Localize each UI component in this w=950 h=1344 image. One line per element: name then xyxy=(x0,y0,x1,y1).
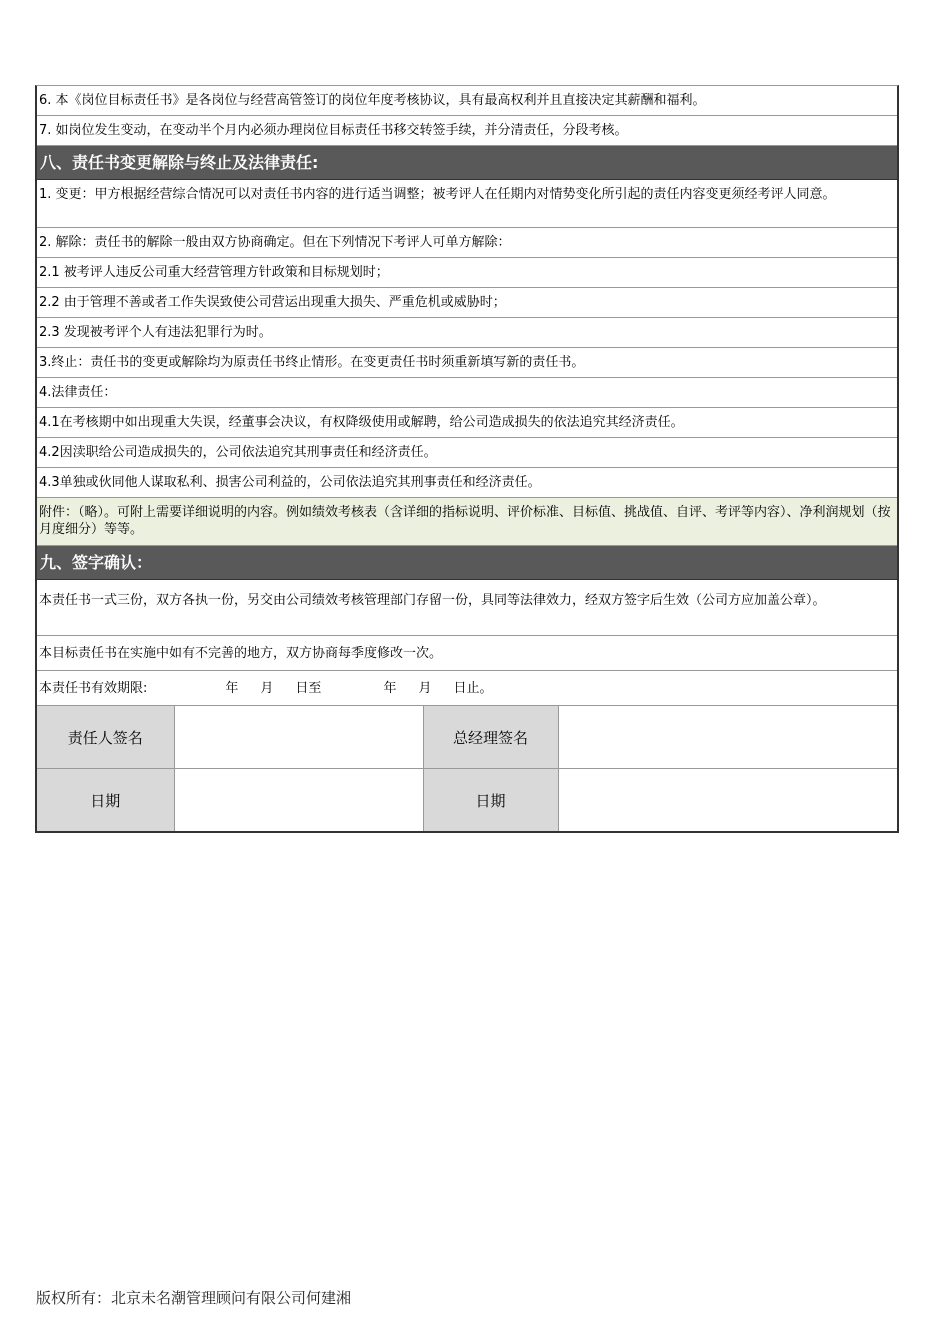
list-item: 4.1在考核期中如出现重大失误，经董事会决议，有权降级使用或解聘，给公司造成损失的依法追究其经济责任。 xyxy=(39,415,684,430)
list-item: 2.2 由于管理不善或者工作失误致使公司营运出现重大损失、严重危机或威胁时； xyxy=(39,295,506,310)
copies-clause xyxy=(37,580,897,636)
clause-legal xyxy=(37,378,897,408)
clause-4-2 xyxy=(37,438,897,468)
clause-7-text: 7. 如岗位发生变动，在变动半个月内必须办理岗位目标责任书移交转签手续，并分清责任，分段考核。 xyxy=(39,123,628,138)
validity-month-start: 月 xyxy=(260,680,274,696)
signature-table xyxy=(37,706,897,831)
date-field-left[interactable] xyxy=(174,769,423,832)
clause-6 xyxy=(37,86,897,116)
clause-4-1 xyxy=(37,408,897,438)
date-label-left: 日期 xyxy=(37,769,174,832)
clause-7 xyxy=(37,116,897,146)
section-9-header xyxy=(37,546,897,580)
revise-text: 本目标责任书在实施中如有不完善的地方，双方协商每季度修改一次。 xyxy=(39,645,443,661)
clause-4-3 xyxy=(37,468,897,498)
section-8-title: 八、责任书变更解除与终止及法律责任: xyxy=(40,153,319,172)
responsible-person-sign-field[interactable] xyxy=(174,706,423,769)
validity-month-end: 月 xyxy=(418,680,432,696)
validity-year-end: 年 xyxy=(383,680,397,696)
general-manager-sign-field[interactable] xyxy=(558,706,897,769)
table-row xyxy=(37,706,897,769)
revise-clause xyxy=(37,636,897,671)
attachment-text: 附件：（略）。可附上需要详细说明的内容。例如绩效考核表（含详细的指标说明、评价标准、目标值、挑战值、自评、考评等内容）、净利润规划（按月度细分）等等。 xyxy=(39,505,891,537)
list-item: 4.2因渎职给公司造成损失的，公司依法追究其刑事责任和经济责任。 xyxy=(39,445,437,460)
date-label-right: 日期 xyxy=(423,769,558,832)
validity-label: 本责任书有效期限: xyxy=(39,680,148,696)
copies-text: 本责任书一式三份，双方各执一份，另交由公司绩效考核管理部门存留一份，具同等法律效力，经双方签字后生效（公司方应加盖公章）。 xyxy=(39,593,826,608)
clause-terminate xyxy=(37,348,897,378)
section-8-header xyxy=(37,146,897,180)
list-item: 2. 解除：责任书的解除一般由双方协商确定。但在下列情况下考评人可单方解除： xyxy=(39,235,511,250)
date-field-right[interactable] xyxy=(558,769,897,832)
copyright-footer: 版权所有：北京未名潮管理顾问有限公司何建湘 xyxy=(36,1289,352,1307)
clause-change xyxy=(37,180,897,228)
list-item: 4.3单独或伙同他人谋取私利、损害公司利益的，公司依法追究其刑事责任和经济责任。 xyxy=(39,475,541,490)
general-manager-sign-label: 总经理签名 xyxy=(423,706,558,769)
section-9-title: 九、签字确认： xyxy=(40,553,153,572)
list-item: 2.1 被考评人违反公司重大经营管理方针政策和目标规划时； xyxy=(39,265,389,280)
table-row xyxy=(37,769,897,832)
validity-day-end: 日止。 xyxy=(453,680,493,696)
clause-2-2 xyxy=(37,288,897,318)
clause-6-text: 6. 本《岗位目标责任书》是各岗位与经营高管签订的岗位年度考核协议，具有最高权利并且直接决定其薪酬和福利。 xyxy=(39,93,706,108)
validity-period xyxy=(37,671,897,706)
clause-dissolve xyxy=(37,228,897,258)
responsibility-document xyxy=(35,85,899,833)
clause-change-text: 1. 变更：甲方根据经营综合情况可以对责任书内容的进行适当调整；被考评人在任期内对情势变化所引起的责任内容变更须经考评人同意。 xyxy=(39,187,836,202)
validity-day-start: 日至 xyxy=(295,680,322,696)
responsible-person-sign-label: 责任人签名 xyxy=(37,706,174,769)
clause-2-1 xyxy=(37,258,897,288)
attachment-note xyxy=(37,498,897,546)
list-item: 3.终止：责任书的变更或解除均为原责任书终止情形。在变更责任书时须重新填写新的责任书。 xyxy=(39,355,585,370)
list-item: 4.法律责任： xyxy=(39,385,117,400)
list-item: 2.3 发现被考评个人有违法犯罪行为时。 xyxy=(39,325,272,340)
validity-year-start: 年 xyxy=(225,680,239,696)
clause-2-3 xyxy=(37,318,897,348)
